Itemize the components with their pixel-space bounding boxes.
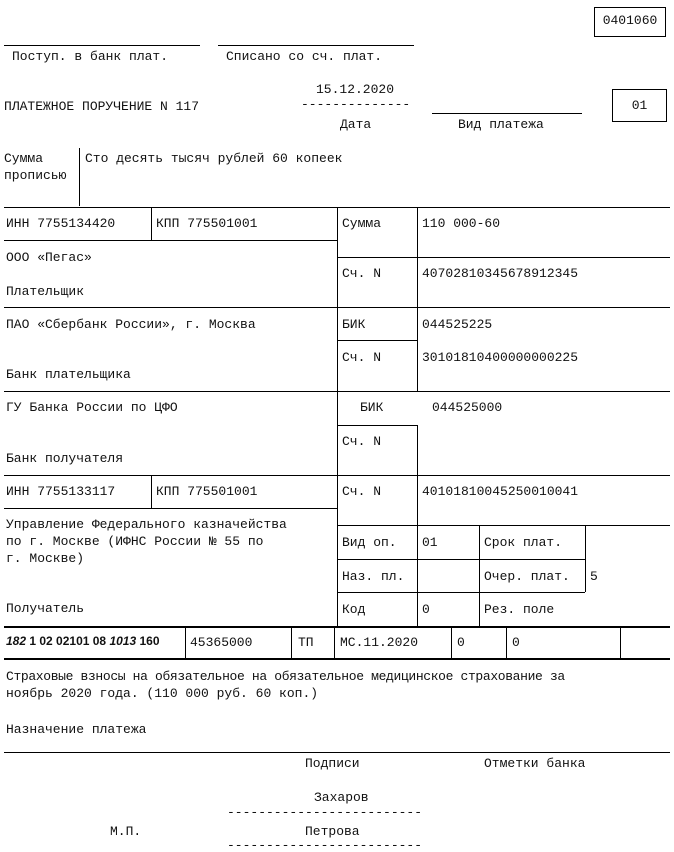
purpose-line-1: Страховые взносы на обязательное на обязательное медицинское страхование за bbox=[6, 669, 565, 684]
received-line bbox=[4, 45, 200, 46]
tax-vline-6 bbox=[620, 626, 621, 658]
recipient-bank-bik-label: БИК bbox=[360, 400, 384, 415]
debited-label: Списано со сч. плат. bbox=[226, 49, 383, 64]
grid-line-11 bbox=[337, 559, 585, 560]
recipient-name-3: г. Москве) bbox=[6, 551, 85, 566]
payer-name: ООО «Пегас» bbox=[6, 250, 92, 265]
signatures-label: Подписи bbox=[305, 756, 360, 771]
bank-marks-label: Отметки банка bbox=[484, 756, 586, 771]
recipient-label: Получатель bbox=[6, 601, 85, 616]
kbk-part-3: 1013 bbox=[109, 634, 137, 648]
priority-value: 5 bbox=[590, 569, 598, 584]
amount-words-label-2: прописью bbox=[4, 168, 67, 183]
tax-vline-2 bbox=[291, 626, 292, 658]
status-code: 01 bbox=[631, 98, 648, 113]
payer-sum-label: Сумма bbox=[342, 216, 382, 231]
recipient-account-label: Сч. N bbox=[342, 484, 382, 499]
grid-line-5 bbox=[337, 340, 417, 341]
grid-vline-8 bbox=[585, 525, 586, 592]
form-code: 0401060 bbox=[602, 13, 658, 28]
grid-line-13 bbox=[4, 626, 670, 628]
amount-words-divider bbox=[79, 148, 80, 206]
payer-kpp: КПП 775501001 bbox=[156, 216, 258, 231]
payer-bank-bik: 044525225 bbox=[422, 317, 493, 332]
payer-bank-bik-label: БИК bbox=[342, 317, 366, 332]
code-value: 0 bbox=[422, 602, 430, 617]
payer-inn: ИНН 7755134420 bbox=[6, 216, 116, 231]
term-label: Срок плат. bbox=[484, 535, 563, 550]
signer-1-name: Захаров bbox=[314, 790, 369, 805]
recipient-bank-account-label: Сч. N bbox=[342, 434, 382, 449]
tax-doc-number: 0 bbox=[457, 635, 465, 650]
payer-account-label: Сч. N bbox=[342, 266, 382, 281]
tax-vline-1 bbox=[185, 626, 186, 658]
signer-1-line: ------------------------- bbox=[227, 807, 423, 819]
signer-2-line: ------------------------- bbox=[227, 840, 423, 852]
grid-vline-6 bbox=[151, 475, 152, 508]
recipient-account: 40101810045250010041 bbox=[422, 484, 579, 499]
grid-line-10 bbox=[337, 525, 670, 526]
tax-basis: ТП bbox=[298, 635, 314, 650]
op-type-value: 01 bbox=[422, 535, 438, 550]
tax-doc-date: 0 bbox=[512, 635, 520, 650]
signer-2-name: Петрова bbox=[305, 824, 360, 839]
date-value: 15.12.2020 bbox=[316, 82, 395, 97]
status-code-box bbox=[612, 89, 667, 122]
kbk-part-4: 160 bbox=[136, 634, 160, 648]
grid-vline-5 bbox=[151, 207, 152, 240]
purpose-label: Назначение платежа bbox=[6, 722, 147, 737]
payer-sum-value: 110 000-60 bbox=[422, 216, 501, 231]
payer-label: Плательщик bbox=[6, 284, 85, 299]
tax-period: МС.11.2020 bbox=[340, 635, 419, 650]
payer-account: 40702810345678912345 bbox=[422, 266, 579, 281]
kbk-part-2: 1 02 02101 08 bbox=[26, 634, 110, 648]
grid-line-3 bbox=[337, 257, 670, 258]
recipient-kpp: КПП 775501001 bbox=[156, 484, 258, 499]
purpose-bottom-line bbox=[4, 752, 670, 753]
payment-type-label: Вид платежа bbox=[458, 117, 544, 132]
recipient-bank-name: ГУ Банка России по ЦФО bbox=[6, 400, 178, 415]
code-label: Код bbox=[342, 602, 366, 617]
kbk-part-1: 182 bbox=[6, 634, 27, 648]
priority-label: Очер. плат. bbox=[484, 569, 570, 584]
recipient-name-1: Управление Федерального казначейства bbox=[6, 517, 287, 532]
payer-bank-account: 30101810400000000225 bbox=[422, 350, 579, 365]
grid-vline-1 bbox=[337, 207, 338, 626]
grid-line-9 bbox=[4, 508, 337, 509]
grid-vline-4 bbox=[417, 425, 418, 626]
kbk bbox=[6, 634, 160, 649]
date-dashes: -------------- bbox=[301, 99, 411, 111]
purpose-code-label: Наз. пл. bbox=[342, 569, 405, 584]
payment-type-line bbox=[432, 113, 582, 114]
recipient-bank-bik: 044525000 bbox=[432, 400, 503, 415]
recipient-bank-label: Банк получателя bbox=[6, 451, 124, 466]
op-type-label: Вид оп. bbox=[342, 535, 397, 550]
document-title: ПЛАТЕЖНОЕ ПОРУЧЕНИЕ N 117 bbox=[4, 99, 200, 114]
debited-line bbox=[218, 45, 414, 46]
grid-vline-7 bbox=[479, 525, 480, 626]
payer-bank-name: ПАО «Сбербанк России», г. Москва bbox=[6, 317, 256, 332]
grid-line-2 bbox=[4, 240, 337, 241]
recipient-inn: ИНН 7755133117 bbox=[6, 484, 116, 499]
grid-vline-3 bbox=[417, 307, 418, 391]
grid-line-14 bbox=[4, 658, 670, 660]
grid-line-7 bbox=[337, 425, 417, 426]
date-label: Дата bbox=[340, 117, 372, 132]
received-label: Поступ. в банк плат. bbox=[12, 49, 169, 64]
amount-words-value: Сто десять тысяч рублей 60 копеек bbox=[85, 151, 343, 166]
payer-bank-account-label: Сч. N bbox=[342, 350, 382, 365]
purpose-line-2: ноябрь 2020 года. (110 000 руб. 60 коп.) bbox=[6, 686, 319, 701]
tax-vline-5 bbox=[506, 626, 507, 658]
tax-vline-3 bbox=[334, 626, 335, 658]
amount-words-label-1: Сумма bbox=[4, 151, 44, 166]
payer-bank-label: Банк плательщика bbox=[6, 367, 131, 382]
grid-line-12 bbox=[337, 592, 585, 593]
reserve-label: Рез. поле bbox=[484, 602, 555, 617]
seal-label: М.П. bbox=[110, 824, 142, 839]
recipient-name-2: по г. Москве (ИФНС России № 55 по bbox=[6, 534, 264, 549]
form-code-box bbox=[594, 7, 666, 37]
oktmo: 45365000 bbox=[190, 635, 253, 650]
grid-vline-2 bbox=[417, 207, 418, 307]
tax-vline-4 bbox=[451, 626, 452, 658]
